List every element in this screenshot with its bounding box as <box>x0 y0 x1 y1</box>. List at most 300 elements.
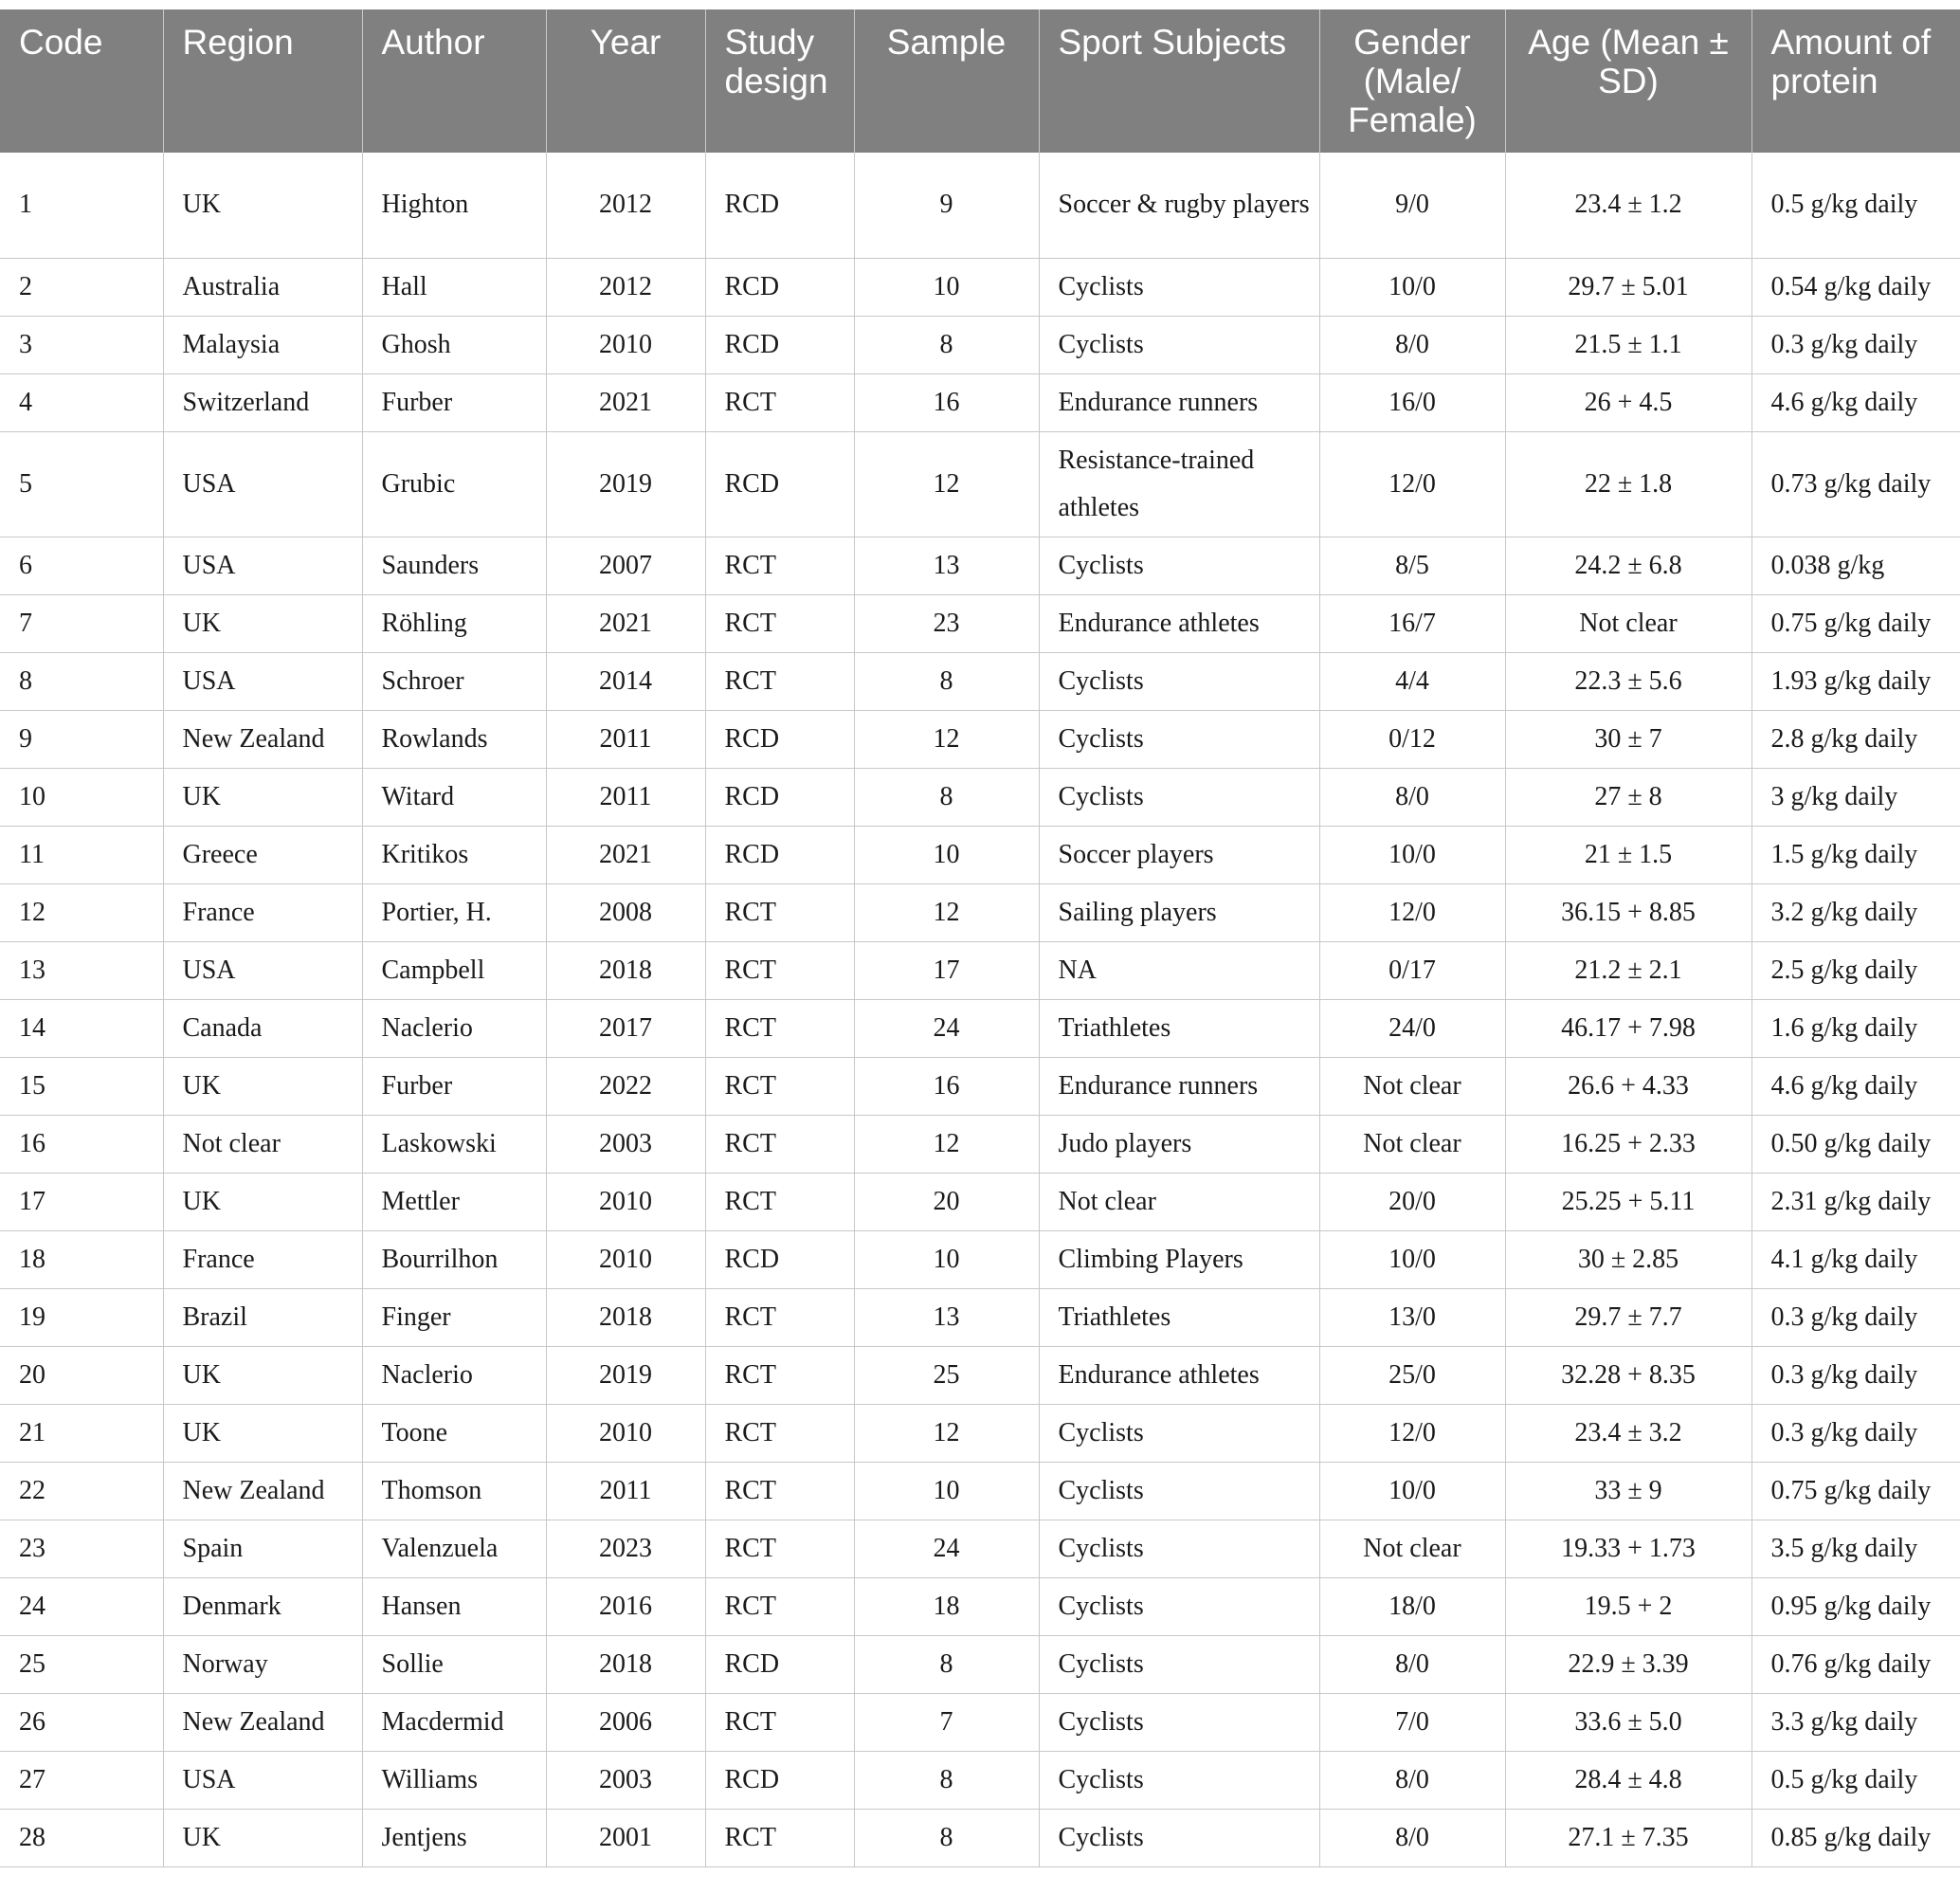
cell-study-design: RCT <box>705 1057 854 1115</box>
cell-year: 2011 <box>546 710 705 768</box>
cell-code: 13 <box>0 941 163 999</box>
cell-gender: Not clear <box>1319 1057 1505 1115</box>
cell-sample: 12 <box>854 1404 1039 1462</box>
cell-age: 46.17 + 7.98 <box>1505 999 1751 1057</box>
cell-study-design: RCT <box>705 1173 854 1230</box>
cell-code: 10 <box>0 768 163 826</box>
cell-sport-subjects: Endurance athletes <box>1039 1346 1319 1404</box>
cell-sport-subjects: Triathletes <box>1039 1288 1319 1346</box>
cell-code: 11 <box>0 826 163 883</box>
cell-region: USA <box>163 431 362 537</box>
header-sport-subjects: Sport Subjects <box>1039 9 1319 153</box>
cell-region: UK <box>163 1173 362 1230</box>
cell-study-design: RCT <box>705 594 854 652</box>
cell-amount-of-protein: 0.3 g/kg daily <box>1751 1404 1960 1462</box>
cell-amount-of-protein: 0.85 g/kg daily <box>1751 1809 1960 1866</box>
cell-region: Malaysia <box>163 316 362 373</box>
cell-author: Hansen <box>362 1577 546 1635</box>
cell-author: Grubic <box>362 431 546 537</box>
cell-amount-of-protein: 0.3 g/kg daily <box>1751 316 1960 373</box>
cell-sample: 7 <box>854 1693 1039 1751</box>
cell-age: 24.2 ± 6.8 <box>1505 537 1751 594</box>
cell-age: 33.6 ± 5.0 <box>1505 1693 1751 1751</box>
cell-year: 2014 <box>546 652 705 710</box>
cell-author: Ghosh <box>362 316 546 373</box>
cell-study-design: RCT <box>705 1346 854 1404</box>
cell-gender: 16/7 <box>1319 594 1505 652</box>
cell-study-design: RCD <box>705 258 854 316</box>
cell-sport-subjects: Judo players <box>1039 1115 1319 1173</box>
table-row <box>0 941 1960 999</box>
cell-study-design: RCT <box>705 1288 854 1346</box>
cell-age: 30 ± 7 <box>1505 710 1751 768</box>
cell-amount-of-protein: 0.75 g/kg daily <box>1751 594 1960 652</box>
cell-sport-subjects: Climbing Players <box>1039 1230 1319 1288</box>
cell-author: Macdermid <box>362 1693 546 1751</box>
table-row <box>0 768 1960 826</box>
cell-amount-of-protein: 4.1 g/kg daily <box>1751 1230 1960 1288</box>
cell-sample: 8 <box>854 1751 1039 1809</box>
cell-age: 19.5 + 2 <box>1505 1577 1751 1635</box>
cell-code: 4 <box>0 373 163 431</box>
cell-gender: 18/0 <box>1319 1577 1505 1635</box>
cell-code: 21 <box>0 1404 163 1462</box>
cell-gender: 12/0 <box>1319 1404 1505 1462</box>
cell-sport-subjects: Cyclists <box>1039 1693 1319 1751</box>
cell-sport-subjects: Cyclists <box>1039 1462 1319 1520</box>
cell-sport-subjects: Cyclists <box>1039 1404 1319 1462</box>
cell-sport-subjects: Cyclists <box>1039 1577 1319 1635</box>
cell-code: 8 <box>0 652 163 710</box>
cell-amount-of-protein: 0.75 g/kg daily <box>1751 1462 1960 1520</box>
cell-year: 2021 <box>546 373 705 431</box>
cell-amount-of-protein: 4.6 g/kg daily <box>1751 373 1960 431</box>
cell-year: 2007 <box>546 537 705 594</box>
cell-amount-of-protein: 0.95 g/kg daily <box>1751 1577 1960 1635</box>
cell-sample: 12 <box>854 1115 1039 1173</box>
cell-sample: 25 <box>854 1346 1039 1404</box>
table-row <box>0 1520 1960 1577</box>
studies-table <box>0 9 1960 1867</box>
cell-code: 7 <box>0 594 163 652</box>
cell-age: 16.25 + 2.33 <box>1505 1115 1751 1173</box>
cell-region: New Zealand <box>163 710 362 768</box>
table-row <box>0 1404 1960 1462</box>
table-row <box>0 710 1960 768</box>
table-row <box>0 1462 1960 1520</box>
cell-sample: 10 <box>854 1230 1039 1288</box>
cell-author: Finger <box>362 1288 546 1346</box>
cell-sample: 8 <box>854 768 1039 826</box>
cell-study-design: RCT <box>705 1462 854 1520</box>
cell-age: 21 ± 1.5 <box>1505 826 1751 883</box>
cell-gender: 8/0 <box>1319 316 1505 373</box>
cell-code: 3 <box>0 316 163 373</box>
cell-gender: 16/0 <box>1319 373 1505 431</box>
cell-gender: 12/0 <box>1319 883 1505 941</box>
cell-year: 2012 <box>546 153 705 258</box>
cell-study-design: RCD <box>705 826 854 883</box>
cell-gender: 10/0 <box>1319 1462 1505 1520</box>
cell-year: 2010 <box>546 1173 705 1230</box>
cell-sample: 16 <box>854 373 1039 431</box>
cell-region: Switzerland <box>163 373 362 431</box>
cell-sport-subjects: Cyclists <box>1039 316 1319 373</box>
cell-sample: 13 <box>854 1288 1039 1346</box>
cell-sport-subjects: Not clear <box>1039 1173 1319 1230</box>
cell-code: 26 <box>0 1693 163 1751</box>
cell-amount-of-protein: 2.5 g/kg daily <box>1751 941 1960 999</box>
cell-author: Laskowski <box>362 1115 546 1173</box>
cell-author: Williams <box>362 1751 546 1809</box>
cell-sport-subjects: Soccer players <box>1039 826 1319 883</box>
cell-amount-of-protein: 0.5 g/kg daily <box>1751 1751 1960 1809</box>
cell-author: Hall <box>362 258 546 316</box>
table-row <box>0 153 1960 258</box>
cell-age: 22.3 ± 5.6 <box>1505 652 1751 710</box>
cell-gender: 0/17 <box>1319 941 1505 999</box>
cell-region: UK <box>163 153 362 258</box>
cell-code: 18 <box>0 1230 163 1288</box>
cell-sport-subjects: Cyclists <box>1039 258 1319 316</box>
cell-region: Not clear <box>163 1115 362 1173</box>
cell-code: 5 <box>0 431 163 537</box>
cell-code: 12 <box>0 883 163 941</box>
table-row <box>0 1115 1960 1173</box>
cell-region: UK <box>163 1404 362 1462</box>
cell-amount-of-protein: 0.73 g/kg daily <box>1751 431 1960 537</box>
cell-amount-of-protein: 0.3 g/kg daily <box>1751 1288 1960 1346</box>
cell-gender: 7/0 <box>1319 1693 1505 1751</box>
cell-gender: 25/0 <box>1319 1346 1505 1404</box>
table-row <box>0 258 1960 316</box>
cell-gender: Not clear <box>1319 1520 1505 1577</box>
cell-sample: 16 <box>854 1057 1039 1115</box>
cell-gender: 12/0 <box>1319 431 1505 537</box>
cell-gender: 8/0 <box>1319 1809 1505 1866</box>
cell-author: Highton <box>362 153 546 258</box>
table-row <box>0 373 1960 431</box>
cell-gender: 13/0 <box>1319 1288 1505 1346</box>
table-row <box>0 1346 1960 1404</box>
cell-sample: 23 <box>854 594 1039 652</box>
cell-author: Thomson <box>362 1462 546 1520</box>
header-amount-of-protein: Amount of protein <box>1751 9 1960 153</box>
cell-study-design: RCT <box>705 1520 854 1577</box>
cell-region: USA <box>163 537 362 594</box>
table-row <box>0 1577 1960 1635</box>
cell-year: 2017 <box>546 999 705 1057</box>
cell-sport-subjects: Resistance-trained athletes <box>1039 431 1319 537</box>
cell-gender: 8/0 <box>1319 1751 1505 1809</box>
table-row <box>0 999 1960 1057</box>
cell-amount-of-protein: 0.50 g/kg daily <box>1751 1115 1960 1173</box>
cell-age: 28.4 ± 4.8 <box>1505 1751 1751 1809</box>
table-row <box>0 826 1960 883</box>
cell-gender: 8/0 <box>1319 1635 1505 1693</box>
cell-amount-of-protein: 0.038 g/kg <box>1751 537 1960 594</box>
cell-region: Australia <box>163 258 362 316</box>
cell-amount-of-protein: 3.3 g/kg daily <box>1751 1693 1960 1751</box>
table-row <box>0 594 1960 652</box>
cell-year: 2011 <box>546 1462 705 1520</box>
cell-sample: 12 <box>854 431 1039 537</box>
cell-amount-of-protein: 0.3 g/kg daily <box>1751 1346 1960 1404</box>
cell-code: 1 <box>0 153 163 258</box>
cell-region: UK <box>163 1809 362 1866</box>
cell-amount-of-protein: 1.93 g/kg daily <box>1751 652 1960 710</box>
cell-gender: 9/0 <box>1319 153 1505 258</box>
cell-age: 30 ± 2.85 <box>1505 1230 1751 1288</box>
cell-age: 26 + 4.5 <box>1505 373 1751 431</box>
header-age: Age (Mean ± SD) <box>1505 9 1751 153</box>
cell-author: Naclerio <box>362 1346 546 1404</box>
cell-code: 20 <box>0 1346 163 1404</box>
cell-author: Saunders <box>362 537 546 594</box>
cell-region: Brazil <box>163 1288 362 1346</box>
cell-author: Furber <box>362 373 546 431</box>
cell-year: 2019 <box>546 431 705 537</box>
cell-year: 2010 <box>546 1404 705 1462</box>
cell-code: 15 <box>0 1057 163 1115</box>
cell-study-design: RCD <box>705 768 854 826</box>
cell-code: 2 <box>0 258 163 316</box>
cell-sample: 8 <box>854 316 1039 373</box>
cell-author: Campbell <box>362 941 546 999</box>
header-study-design: Study design <box>705 9 854 153</box>
cell-study-design: RCD <box>705 1751 854 1809</box>
cell-author: Witard <box>362 768 546 826</box>
cell-sample: 9 <box>854 153 1039 258</box>
cell-region: USA <box>163 941 362 999</box>
cell-region: Norway <box>163 1635 362 1693</box>
cell-amount-of-protein: 0.54 g/kg daily <box>1751 258 1960 316</box>
cell-sport-subjects: Triathletes <box>1039 999 1319 1057</box>
cell-study-design: RCT <box>705 537 854 594</box>
cell-sport-subjects: Cyclists <box>1039 652 1319 710</box>
cell-study-design: RCD <box>705 1635 854 1693</box>
table-row <box>0 1288 1960 1346</box>
cell-year: 2018 <box>546 1288 705 1346</box>
table-row <box>0 1230 1960 1288</box>
cell-year: 2018 <box>546 941 705 999</box>
cell-age: 22 ± 1.8 <box>1505 431 1751 537</box>
cell-sample: 8 <box>854 1809 1039 1866</box>
cell-gender: 0/12 <box>1319 710 1505 768</box>
cell-region: UK <box>163 1057 362 1115</box>
cell-region: Canada <box>163 999 362 1057</box>
cell-amount-of-protein: 4.6 g/kg daily <box>1751 1057 1960 1115</box>
cell-region: UK <box>163 768 362 826</box>
cell-age: 19.33 + 1.73 <box>1505 1520 1751 1577</box>
cell-sport-subjects: Cyclists <box>1039 537 1319 594</box>
cell-author: Toone <box>362 1404 546 1462</box>
cell-year: 2021 <box>546 594 705 652</box>
cell-age: 21.2 ± 2.1 <box>1505 941 1751 999</box>
cell-study-design: RCD <box>705 710 854 768</box>
cell-age: 29.7 ± 5.01 <box>1505 258 1751 316</box>
cell-amount-of-protein: 3.2 g/kg daily <box>1751 883 1960 941</box>
cell-sample: 10 <box>854 826 1039 883</box>
cell-amount-of-protein: 3 g/kg daily <box>1751 768 1960 826</box>
cell-gender: 8/5 <box>1319 537 1505 594</box>
cell-year: 2011 <box>546 768 705 826</box>
table-row <box>0 1173 1960 1230</box>
cell-year: 2021 <box>546 826 705 883</box>
cell-author: Mettler <box>362 1173 546 1230</box>
cell-sport-subjects: Sailing players <box>1039 883 1319 941</box>
cell-study-design: RCD <box>705 1230 854 1288</box>
cell-year: 2008 <box>546 883 705 941</box>
cell-code: 25 <box>0 1635 163 1693</box>
cell-age: Not clear <box>1505 594 1751 652</box>
cell-sport-subjects: Cyclists <box>1039 1809 1319 1866</box>
cell-author: Bourrilhon <box>362 1230 546 1288</box>
cell-region: USA <box>163 1751 362 1809</box>
cell-study-design: RCD <box>705 316 854 373</box>
cell-study-design: RCT <box>705 1404 854 1462</box>
cell-year: 2003 <box>546 1115 705 1173</box>
table-row <box>0 883 1960 941</box>
cell-code: 23 <box>0 1520 163 1577</box>
cell-sample: 12 <box>854 710 1039 768</box>
cell-gender: 8/0 <box>1319 768 1505 826</box>
table-row <box>0 1751 1960 1809</box>
cell-code: 24 <box>0 1577 163 1635</box>
cell-age: 26.6 + 4.33 <box>1505 1057 1751 1115</box>
cell-author: Röhling <box>362 594 546 652</box>
cell-author: Jentjens <box>362 1809 546 1866</box>
cell-study-design: RCT <box>705 373 854 431</box>
cell-author: Naclerio <box>362 999 546 1057</box>
cell-amount-of-protein: 2.8 g/kg daily <box>1751 710 1960 768</box>
header-author: Author <box>362 9 546 153</box>
cell-gender: Not clear <box>1319 1115 1505 1173</box>
cell-amount-of-protein: 1.5 g/kg daily <box>1751 826 1960 883</box>
cell-study-design: RCT <box>705 652 854 710</box>
cell-code: 16 <box>0 1115 163 1173</box>
cell-author: Portier, H. <box>362 883 546 941</box>
cell-region: France <box>163 883 362 941</box>
cell-sample: 18 <box>854 1577 1039 1635</box>
cell-gender: 10/0 <box>1319 1230 1505 1288</box>
cell-age: 21.5 ± 1.1 <box>1505 316 1751 373</box>
cell-sample: 13 <box>854 537 1039 594</box>
header-year: Year <box>546 9 705 153</box>
cell-year: 2016 <box>546 1577 705 1635</box>
cell-gender: 4/4 <box>1319 652 1505 710</box>
cell-sport-subjects: Cyclists <box>1039 1520 1319 1577</box>
cell-sample: 10 <box>854 258 1039 316</box>
table-row <box>0 1693 1960 1751</box>
cell-sample: 20 <box>854 1173 1039 1230</box>
cell-age: 25.25 + 5.11 <box>1505 1173 1751 1230</box>
cell-age: 27 ± 8 <box>1505 768 1751 826</box>
cell-code: 9 <box>0 710 163 768</box>
cell-year: 2010 <box>546 1230 705 1288</box>
cell-region: New Zealand <box>163 1693 362 1751</box>
cell-sport-subjects: Cyclists <box>1039 768 1319 826</box>
cell-gender: 24/0 <box>1319 999 1505 1057</box>
cell-sport-subjects: Endurance athletes <box>1039 594 1319 652</box>
cell-sample: 12 <box>854 883 1039 941</box>
cell-sport-subjects: Soccer & rugby players <box>1039 153 1319 258</box>
cell-sample: 8 <box>854 652 1039 710</box>
cell-year: 2022 <box>546 1057 705 1115</box>
cell-author: Sollie <box>362 1635 546 1693</box>
table-row <box>0 1057 1960 1115</box>
cell-study-design: RCT <box>705 1577 854 1635</box>
cell-year: 2001 <box>546 1809 705 1866</box>
cell-study-design: RCT <box>705 941 854 999</box>
cell-region: UK <box>163 594 362 652</box>
cell-author: Kritikos <box>362 826 546 883</box>
cell-amount-of-protein: 1.6 g/kg daily <box>1751 999 1960 1057</box>
cell-year: 2023 <box>546 1520 705 1577</box>
table-row <box>0 652 1960 710</box>
cell-sample: 17 <box>854 941 1039 999</box>
cell-region: Denmark <box>163 1577 362 1635</box>
header-row <box>0 9 1960 153</box>
cell-study-design: RCT <box>705 999 854 1057</box>
cell-amount-of-protein: 0.76 g/kg daily <box>1751 1635 1960 1693</box>
cell-code: 17 <box>0 1173 163 1230</box>
cell-gender: 10/0 <box>1319 826 1505 883</box>
cell-author: Schroer <box>362 652 546 710</box>
cell-sample: 8 <box>854 1635 1039 1693</box>
cell-region: UK <box>163 1346 362 1404</box>
cell-region: France <box>163 1230 362 1288</box>
cell-region: USA <box>163 652 362 710</box>
cell-code: 6 <box>0 537 163 594</box>
cell-age: 27.1 ± 7.35 <box>1505 1809 1751 1866</box>
cell-sport-subjects: Endurance runners <box>1039 1057 1319 1115</box>
cell-code: 28 <box>0 1809 163 1866</box>
header-gender: Gender (Male/ Female) <box>1319 9 1505 153</box>
cell-study-design: RCD <box>705 431 854 537</box>
table-row <box>0 431 1960 537</box>
cell-age: 33 ± 9 <box>1505 1462 1751 1520</box>
cell-sample: 24 <box>854 1520 1039 1577</box>
cell-age: 29.7 ± 7.7 <box>1505 1288 1751 1346</box>
cell-year: 2006 <box>546 1693 705 1751</box>
cell-gender: 20/0 <box>1319 1173 1505 1230</box>
table-row <box>0 1809 1960 1866</box>
cell-sport-subjects: Cyclists <box>1039 710 1319 768</box>
cell-amount-of-protein: 2.31 g/kg daily <box>1751 1173 1960 1230</box>
cell-region: New Zealand <box>163 1462 362 1520</box>
cell-year: 2019 <box>546 1346 705 1404</box>
cell-amount-of-protein: 3.5 g/kg daily <box>1751 1520 1960 1577</box>
cell-sport-subjects: Cyclists <box>1039 1751 1319 1809</box>
cell-region: Spain <box>163 1520 362 1577</box>
cell-code: 22 <box>0 1462 163 1520</box>
cell-sport-subjects: Cyclists <box>1039 1635 1319 1693</box>
cell-amount-of-protein: 0.5 g/kg daily <box>1751 153 1960 258</box>
cell-year: 2010 <box>546 316 705 373</box>
header-region: Region <box>163 9 362 153</box>
cell-age: 36.15 + 8.85 <box>1505 883 1751 941</box>
cell-sport-subjects: Endurance runners <box>1039 373 1319 431</box>
cell-region: Greece <box>163 826 362 883</box>
table-row <box>0 1635 1960 1693</box>
cell-author: Valenzuela <box>362 1520 546 1577</box>
cell-author: Furber <box>362 1057 546 1115</box>
cell-year: 2018 <box>546 1635 705 1693</box>
cell-age: 23.4 ± 1.2 <box>1505 153 1751 258</box>
cell-sample: 24 <box>854 999 1039 1057</box>
cell-author: Rowlands <box>362 710 546 768</box>
